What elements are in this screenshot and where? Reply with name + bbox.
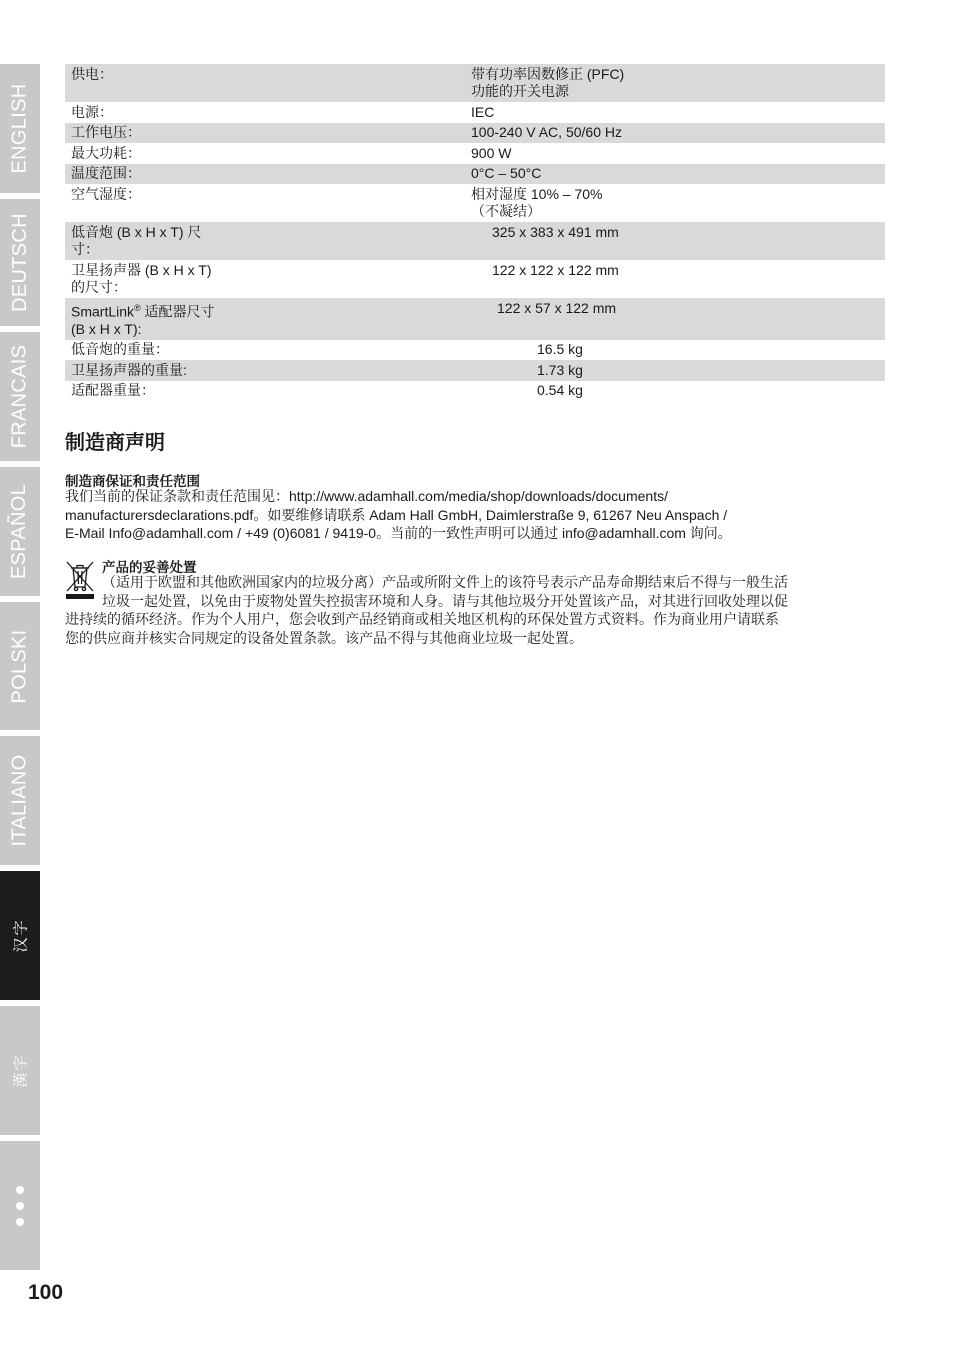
spec-value: 100-240 V AC, 50/60 Hz — [471, 124, 622, 140]
spec-value: 0°C – 50°C — [471, 165, 542, 181]
spec-value: 900 W — [471, 144, 512, 161]
smartlink-brand: SmartLink — [71, 303, 135, 320]
spec-value: IEC — [471, 103, 495, 120]
spec-label: 温度范围： — [71, 165, 141, 181]
spec-label: 工作电压： — [71, 124, 141, 140]
tab-deutsch-label: DEUTSCH — [8, 213, 31, 312]
tab-polski[interactable] — [0, 602, 40, 730]
disposal-text-indented: （适用于欧盟和其他欧洲国家内的垃圾分离）产品或所附文件上的该符号表示产品寿命期结束后不得与一般生活 垃圾一起处置，以免由于废物处置失控损害环境和人身。请与其他垃圾分开处置该产品，对其进行回收处理以促 — [102, 574, 788, 609]
spec-value: 122 x 57 x 122 mm — [497, 299, 617, 316]
spec-row-satellite-weight — [65, 360, 885, 381]
weee-crossed-bin-icon — [64, 558, 96, 600]
tab-italiano[interactable] — [0, 736, 40, 865]
spec-value: 带有功率因数修正 (PFC) 功能的开关电源 — [471, 65, 625, 99]
tab-english[interactable] — [0, 64, 40, 193]
tab-francais[interactable] — [0, 332, 40, 461]
disposal-text: 进持续的循环经济。作为个人用户，您会收到产品经销商或相关地区机构的环保处置方式资料。作为商业用户请联系 您的供应商并核实合同规定的设备处置条款。该产品不得与其他商业垃圾一起处置。 — [65, 611, 779, 646]
spec-label: 低音炮 (B x H x T) 尺 寸： — [71, 223, 202, 257]
tab-espanol-label: ESPAÑOL — [8, 483, 31, 580]
spec-label: 供电： — [71, 65, 113, 82]
tab-more[interactable] — [0, 1141, 40, 1270]
spec-value: 325 x 383 x 491 mm — [492, 223, 619, 240]
spec-value: 相对湿度 10% – 70% （不凝结） — [471, 185, 603, 219]
spec-label — [65, 300, 471, 339]
spec-row-subwoofer-dimensions — [65, 222, 885, 260]
spec-value: 16.5 kg — [537, 341, 583, 358]
tab-deutsch[interactable] — [0, 199, 40, 326]
tab-simplified-chinese[interactable] — [0, 871, 40, 1000]
spec-row-subwoofer-weight — [65, 340, 885, 361]
spec-row-satellite-dimensions — [65, 260, 885, 298]
spec-value: 1.73 kg — [537, 361, 583, 378]
tab-espanol[interactable] — [0, 467, 40, 596]
tab-francais-label: FRANCAIS — [8, 344, 31, 449]
warranty-text: 我们当前的保证条款和责任范围见：http://www.adamhall.com/media/shop/downloads/documents/ manufacturersdeclarations.pdf。如要维修请联系 Adam Hall GmbH, Daimlerstraße 9, 61267 Neu Anspach / E-Mail Info@adamhall.com / +49 (0)6081 / 9419-0。当前的一致性声明可以通过 info@adamhall.com 询问。 — [65, 488, 732, 541]
spec-row-temperature — [65, 164, 885, 185]
tab-simplified-chinese-label: 汉字 — [12, 918, 30, 953]
spec-row-max-power — [65, 143, 885, 164]
registered-mark: ® — [134, 302, 141, 313]
tab-traditional-chinese[interactable] — [0, 1006, 40, 1135]
spec-label: 最大功耗： — [71, 144, 141, 161]
page-number: 100 — [28, 1281, 64, 1304]
more-dots-icon — [16, 1186, 24, 1226]
spec-value: 0.54 kg — [537, 382, 583, 399]
spec-label: 卫星扬声器的重量: — [71, 361, 187, 378]
spec-table — [65, 64, 885, 401]
spec-row-mains — [65, 102, 885, 123]
spec-label: 电源： — [71, 103, 113, 120]
disposal-title: 产品的妥善处置 — [102, 560, 197, 575]
spec-label-rest: 适配器尺寸 (B x H x T): — [71, 303, 215, 337]
tab-english-label: ENGLISH — [8, 83, 31, 174]
declaration-title: 制造商声明 — [65, 432, 165, 454]
tab-italiano-label: ITALIANO — [8, 754, 31, 847]
spec-label: 低音炮的重量： — [71, 341, 169, 358]
language-tabs — [0, 0, 40, 1354]
tab-traditional-chinese-label: 漢字 — [12, 1053, 30, 1088]
spec-row-voltage — [65, 123, 885, 144]
spec-value: 122 x 122 x 122 mm — [492, 261, 619, 278]
spec-row-power-supply — [65, 64, 885, 102]
tab-polski-label: POLSKI — [8, 628, 31, 704]
spec-row-adapter-weight — [65, 381, 885, 402]
spec-label: 卫星扬声器 (B x H x T) 的尺寸： — [71, 261, 212, 295]
spec-label: 空气湿度： — [71, 185, 141, 202]
spec-label: 适配器重量： — [71, 382, 155, 399]
spec-row-adapter-dimensions — [65, 298, 885, 340]
warranty-title: 制造商保证和责任范围 — [65, 474, 200, 489]
spec-row-humidity — [65, 184, 885, 222]
